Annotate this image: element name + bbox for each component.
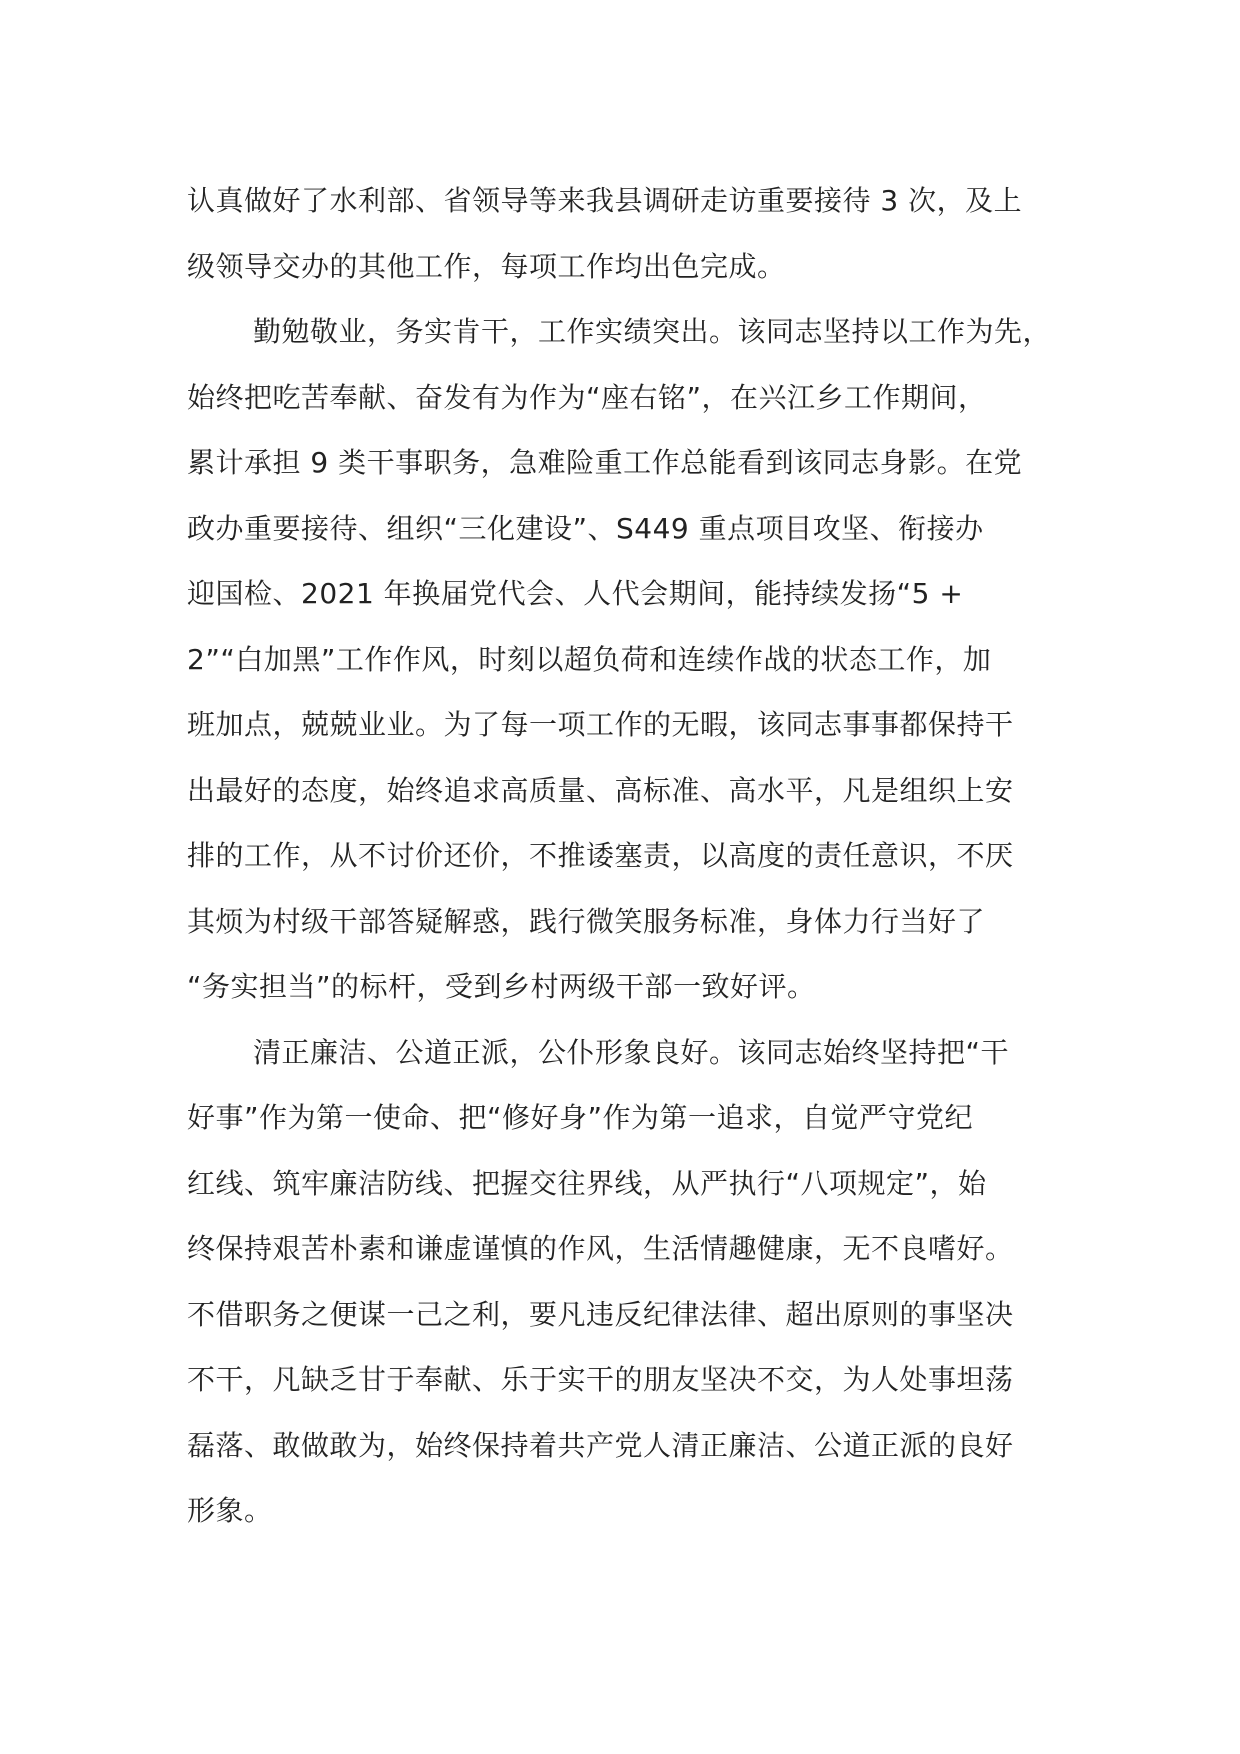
- text-line: 认真做好了水利部、省领导等来我县调研走访重要接待 3 次，及上: [187, 184, 1023, 217]
- text-line: 迎国检、2021 年换届党代会、人代会期间，能持续发扬“5 +: [187, 577, 964, 610]
- text-line: 出最好的态度，始终追求高质量、高标准、高水平，凡是组织上安: [187, 773, 1014, 807]
- text-line: 2”“白加黑”工作作风，时刻以超负荷和连续作战的状态工作，加: [187, 642, 992, 676]
- text-line: 形象。: [187, 1494, 273, 1527]
- text-line: 级领导交办的其他工作，每项工作均出色完成。: [187, 249, 786, 283]
- text-line: 终保持艰苦朴素和谦虚谨慎的作风，生活情趣健康，无不良嗜好。: [187, 1232, 1014, 1265]
- text-line: 磊落、敢做敢为，始终保持着共产党人清正廉洁、公道正派的良好: [187, 1428, 1014, 1462]
- text-line: 政办重要接待、组织“三化建设”、S449 重点项目攻坚、衔接办: [187, 511, 984, 545]
- text-line: 不干，凡缺乏甘于奉献、乐于实干的朋友坚决不交，为人处事坦荡: [187, 1363, 1014, 1396]
- document-body: [187, 168, 1067, 1544]
- paragraph-start-line: 清正廉洁、公道正派，公仆形象良好。该同志始终坚持把“干: [253, 1035, 1010, 1069]
- text-line: 不借职务之便谋一己之利，要凡违反纪律法律、超出原则的事坚决: [187, 1297, 1014, 1331]
- text-line: 班加点，兢兢业业。为了每一项工作的无暇，该同志事事都保持干: [187, 708, 1014, 741]
- text-line: 排的工作，从不讨价还价，不推诿塞责，以高度的责任意识，不厌: [187, 839, 1014, 872]
- text-line: 好事”作为第一使命、把“修好身”作为第一追求，自觉严守党纪: [187, 1101, 974, 1134]
- text-line: “务实担当”的标杆，受到乡村两级干部一致好评。: [187, 970, 816, 1003]
- text-line: 其烦为村级干部答疑解惑，践行微笑服务标准，身体力行当好了: [187, 904, 986, 938]
- text-line: 始终把吃苦奉献、奋发有为作为“座右铭”，在兴江乡工作期间，: [187, 380, 987, 414]
- paragraph-start-line: 勤勉敬业，务实肯干，工作实绩突出。该同志坚持以工作为先，: [253, 315, 1052, 348]
- text-line: 累计承担 9 类干事职务，急难险重工作总能看到该同志身影。在党: [187, 446, 1023, 479]
- text-line: 红线、筑牢廉洁防线、把握交往界线，从严执行“八项规定”，始: [187, 1166, 987, 1200]
